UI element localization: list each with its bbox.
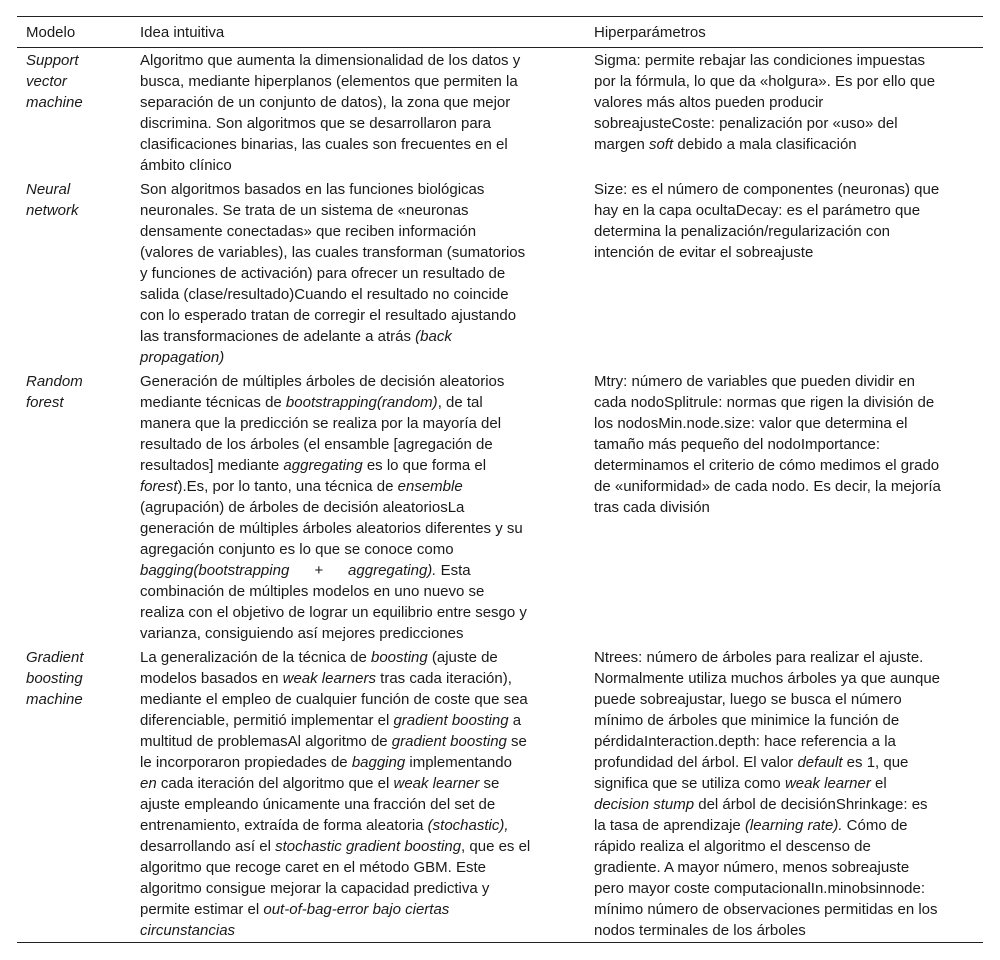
italic-text: aggregating	[283, 457, 363, 474]
text: algoritmo consigue mejorar la capacidad predictiva y	[140, 880, 490, 897]
text-line	[594, 371, 983, 392]
text: ajuste empleando únicamente una fracción del set de	[140, 796, 496, 813]
italic-text: default	[797, 754, 843, 771]
model-name-cell	[26, 371, 140, 644]
italic-text: (learning rate).	[744, 817, 843, 834]
text-line	[594, 200, 983, 221]
text-line	[140, 581, 594, 602]
text: tras cada iteración),	[376, 670, 512, 687]
text: diferenciable, permitió implementar el	[140, 712, 394, 729]
text-line	[140, 689, 594, 710]
text: resultados] mediante	[140, 457, 284, 474]
text: cada nodoSplitrule: normas que rigen la división de	[594, 394, 935, 411]
text: se	[479, 775, 500, 792]
text: realiza con el objetivo de lograr un equilibrio entre sesgo y	[140, 604, 527, 621]
text: las transformaciones de adelante a atrás	[140, 328, 416, 345]
text: combinación de múltiples modelos en uno nuevo se	[140, 583, 485, 600]
italic-text: weak learner	[393, 775, 480, 792]
text: el	[870, 775, 887, 792]
text: entrenamiento, extraída de forma aleatoria	[140, 817, 428, 834]
text-line	[140, 71, 594, 92]
italic-text: (stochastic),	[427, 817, 509, 834]
text-line	[140, 284, 594, 305]
text-line	[140, 179, 594, 200]
text: agregación conjunto es lo que se conoce como	[140, 541, 454, 558]
text-line	[140, 668, 594, 689]
text: es lo que forma el	[362, 457, 487, 474]
text-line	[594, 392, 983, 413]
text-line	[140, 899, 594, 920]
italic-text: en	[140, 775, 157, 792]
text-line	[140, 773, 594, 794]
text: algoritmo que recoge caret en el método GBM. Este	[140, 859, 487, 876]
hyperparameters-cell	[594, 647, 983, 941]
text: intención de evitar el sobreajuste	[594, 244, 814, 261]
text: significa que se utiliza como	[594, 775, 785, 792]
text-line	[594, 920, 983, 941]
text: nodos terminales de los árboles	[594, 922, 806, 939]
italic-text: decision stump	[594, 796, 695, 813]
text: generación de múltiples árboles aleatorios diferentes y su	[140, 520, 523, 537]
text-line	[140, 857, 594, 878]
text: Cómo de	[842, 817, 908, 834]
text-line	[594, 50, 983, 71]
text: con lo esperado tratan de corregir el resultado ajustando	[140, 307, 517, 324]
text-line	[594, 413, 983, 434]
text: La generalización de la técnica de	[140, 649, 371, 666]
text-line	[140, 836, 594, 857]
text-line	[140, 455, 594, 476]
text-line	[594, 71, 983, 92]
text: clasificaciones binarias, las cuales son frecuentes en el	[140, 136, 508, 153]
text: salida (clase/resultado)Cuando el resultado no coincide	[140, 286, 509, 303]
idea-cell	[140, 647, 594, 941]
text-line	[594, 878, 983, 899]
italic-text: weak learners	[282, 670, 376, 687]
text: valores más altos pueden producir	[594, 94, 824, 111]
idea-cell	[140, 50, 594, 176]
model-name-cell	[26, 647, 140, 941]
text: Algoritmo que aumenta la dimensionalidad de los datos y	[140, 52, 521, 69]
text: separación de un conjunto de datos), la zona que mejor	[140, 94, 511, 111]
text: hay en la capa ocultaDecay: es el parámetro que	[594, 202, 921, 219]
text: margen	[594, 136, 650, 153]
text-line	[140, 413, 594, 434]
italic-text: forest	[140, 478, 178, 495]
text-line	[140, 434, 594, 455]
text: discrimina. Son algoritmos que se desarrollaron para	[140, 115, 492, 132]
header-hiperparametros: Hiperparámetros	[594, 23, 706, 41]
text-line	[140, 305, 594, 326]
text: resultado de los árboles (el ensamble [agregación de	[140, 436, 493, 453]
model-name-line: Neural	[26, 181, 71, 198]
italic-text: soft	[649, 136, 674, 153]
text: Ntrees: número de árboles para realizar el ajuste.	[594, 649, 924, 666]
text-line	[594, 668, 983, 689]
text: debido a mala clasificación	[673, 136, 857, 153]
text-line	[140, 476, 594, 497]
text-line	[140, 392, 594, 413]
text-line	[140, 602, 594, 623]
text: manera que la predicción se realiza por la mayoría del	[140, 415, 502, 432]
model-name-line: vector	[26, 73, 67, 90]
italic-text: gradient boosting	[393, 712, 509, 729]
text: de «uniformidad» de cada nodo. Es decir, la mejoría	[594, 478, 941, 495]
text: , de tal	[437, 394, 483, 411]
model-name-line: network	[26, 202, 79, 219]
model-name-cell	[26, 179, 140, 368]
text-line	[594, 752, 983, 773]
model-name-line: boosting	[26, 670, 83, 687]
text: Generación de múltiples árboles de decisión aleatorios	[140, 373, 505, 390]
text: Mtry: número de variables que pueden dividir en	[594, 373, 916, 390]
text-line	[594, 689, 983, 710]
table-body	[17, 48, 983, 942]
text-line	[594, 92, 983, 113]
text-line	[594, 836, 983, 857]
table-row	[17, 177, 983, 369]
text-line	[140, 752, 594, 773]
text-line	[140, 113, 594, 134]
text: por la fórmula, lo que da «holgura». Es por ello que	[594, 73, 936, 90]
model-name-line: Gradient	[26, 649, 84, 666]
text-line	[140, 347, 594, 368]
text: densamente conectadas» que reciben información	[140, 223, 477, 240]
text-line	[140, 815, 594, 836]
text-line	[594, 815, 983, 836]
text-line	[594, 179, 983, 200]
italic-text: (back	[415, 328, 452, 345]
text-line	[140, 497, 594, 518]
text-line	[140, 155, 594, 176]
hyperparameters-cell	[594, 179, 983, 368]
model-name-cell	[26, 50, 140, 176]
text-line	[594, 857, 983, 878]
header-idea-intuitiva: Idea intuitiva	[140, 23, 225, 41]
text-line	[140, 50, 594, 71]
text-line	[594, 794, 983, 815]
text-line	[140, 263, 594, 284]
text-line	[594, 113, 983, 134]
text: multitud de problemasAl algoritmo de	[140, 733, 392, 750]
text-line	[594, 434, 983, 455]
text-line	[140, 560, 594, 581]
text: se	[506, 733, 527, 750]
text-line	[140, 242, 594, 263]
text: permite estimar el	[140, 901, 264, 918]
text: rápido realiza el algoritmo el descenso de	[594, 838, 871, 855]
text: determinamos el criterio de cómo medimos el grado	[594, 457, 940, 474]
text-line	[140, 794, 594, 815]
text: (agrupación) de árboles de decisión aleatoriosLa	[140, 499, 465, 516]
text: (valores de variables), las cuales transforman (sumatorios	[140, 244, 526, 261]
text-line	[594, 455, 983, 476]
text: modelos basados en	[140, 670, 283, 687]
idea-cell	[140, 371, 594, 644]
italic-text: bagging	[351, 754, 406, 771]
text: tras cada división	[594, 499, 710, 516]
text-line	[140, 326, 594, 347]
text: le incorporaron propiedades de	[140, 754, 352, 771]
text-line	[140, 92, 594, 113]
text: Normalmente utiliza muchos árboles ya que aunque	[594, 670, 941, 687]
hyperparameters-cell	[594, 50, 983, 176]
table-row	[17, 48, 983, 177]
text: puede sobreajustar, luego se busca el número	[594, 691, 902, 708]
text-line	[594, 773, 983, 794]
text: desarrollando así el	[140, 838, 276, 855]
text: ).Es, por lo tanto, una técnica de	[177, 478, 398, 495]
text: mediante el empleo de cualquier función de coste que sea	[140, 691, 528, 708]
table-row	[17, 369, 983, 645]
text-line	[140, 710, 594, 731]
text: ámbito clínico	[140, 157, 232, 174]
idea-cell	[140, 179, 594, 368]
model-name-line: machine	[26, 94, 83, 111]
italic-text: ensemble	[397, 478, 463, 495]
text: la tasa de aprendizaje	[594, 817, 745, 834]
text: profundidad del árbol. El valor	[594, 754, 798, 771]
text: busca, mediante hiperplanos (elementos que permiten la	[140, 73, 518, 90]
text: Son algoritmos basados en las funciones biológicas	[140, 181, 485, 198]
text: neuronales. Se trata de un sistema de «neuronas	[140, 202, 469, 219]
model-name-line: Random	[26, 373, 83, 390]
text-line	[594, 899, 983, 920]
text-line	[594, 476, 983, 497]
italic-text: bagging(bootstrapping + aggregating).	[140, 562, 437, 579]
text: varianza, consiguiendo así mejores predicciones	[140, 625, 464, 642]
text-line	[594, 134, 983, 155]
text-line	[140, 920, 594, 941]
italic-text: bootstrapping(random)	[285, 394, 438, 411]
model-name-line: machine	[26, 691, 83, 708]
italic-text: gradient boosting	[391, 733, 507, 750]
text-line	[140, 623, 594, 644]
italic-text: circunstancias	[140, 922, 236, 939]
model-name-line: Support	[26, 52, 79, 69]
text: Esta	[436, 562, 471, 579]
text: es 1, que	[842, 754, 909, 771]
table-row	[17, 645, 983, 942]
italic-text: propagation)	[140, 349, 225, 366]
text: del árbol de decisiónShrinkage: es	[694, 796, 928, 813]
text-line	[594, 242, 983, 263]
italic-text: weak learner	[784, 775, 871, 792]
text-line	[140, 371, 594, 392]
header-modelo: Modelo	[26, 23, 76, 41]
model-name-line: forest	[26, 394, 64, 411]
text: mediante técnicas de	[140, 394, 286, 411]
text-line	[140, 134, 594, 155]
text-line	[140, 518, 594, 539]
text: Sigma: permite rebajar las condiciones impuestas	[594, 52, 925, 69]
text-line	[594, 647, 983, 668]
models-table	[17, 16, 983, 943]
text-line	[140, 221, 594, 242]
text-line	[594, 710, 983, 731]
text: a	[508, 712, 522, 729]
hyperparameters-cell	[594, 371, 983, 644]
text: pérdidaInteraction.depth: hace referencia a la	[594, 733, 896, 750]
text: cada iteración del algoritmo que el	[156, 775, 394, 792]
text: implementando	[405, 754, 512, 771]
text-line	[140, 539, 594, 560]
text: (ajuste de	[427, 649, 498, 666]
text: tamaño más pequeño del nodoImportance:	[594, 436, 881, 453]
text-line	[140, 647, 594, 668]
text: los nodosMin.node.size: valor que determina el	[594, 415, 908, 432]
text: determina la penalización/regularización con	[594, 223, 891, 240]
text: y funciones de activación) para ofrecer un resultado de	[140, 265, 506, 282]
text: mínimo número de observaciones permitidas en los	[594, 901, 938, 918]
table-header-row	[17, 17, 983, 48]
italic-text: out-of-bag-error bajo ciertas	[263, 901, 450, 918]
text: pero mayor coste computacionalIn.minobsinnode:	[594, 880, 926, 897]
text: mínimo de árboles que minimice la función de	[594, 712, 900, 729]
text: Size: es el número de componentes (neuronas) que	[594, 181, 940, 198]
italic-text: boosting	[371, 649, 428, 666]
text: sobreajusteCoste: penalización por «uso» del	[594, 115, 898, 132]
italic-text: stochastic gradient boosting	[275, 838, 462, 855]
text: gradiente. A mayor número, menos sobreajuste	[594, 859, 910, 876]
text: , que es el	[461, 838, 531, 855]
text-line	[140, 878, 594, 899]
text-line	[594, 731, 983, 752]
text-line	[594, 497, 983, 518]
text-line	[140, 200, 594, 221]
text-line	[140, 731, 594, 752]
text-line	[594, 221, 983, 242]
